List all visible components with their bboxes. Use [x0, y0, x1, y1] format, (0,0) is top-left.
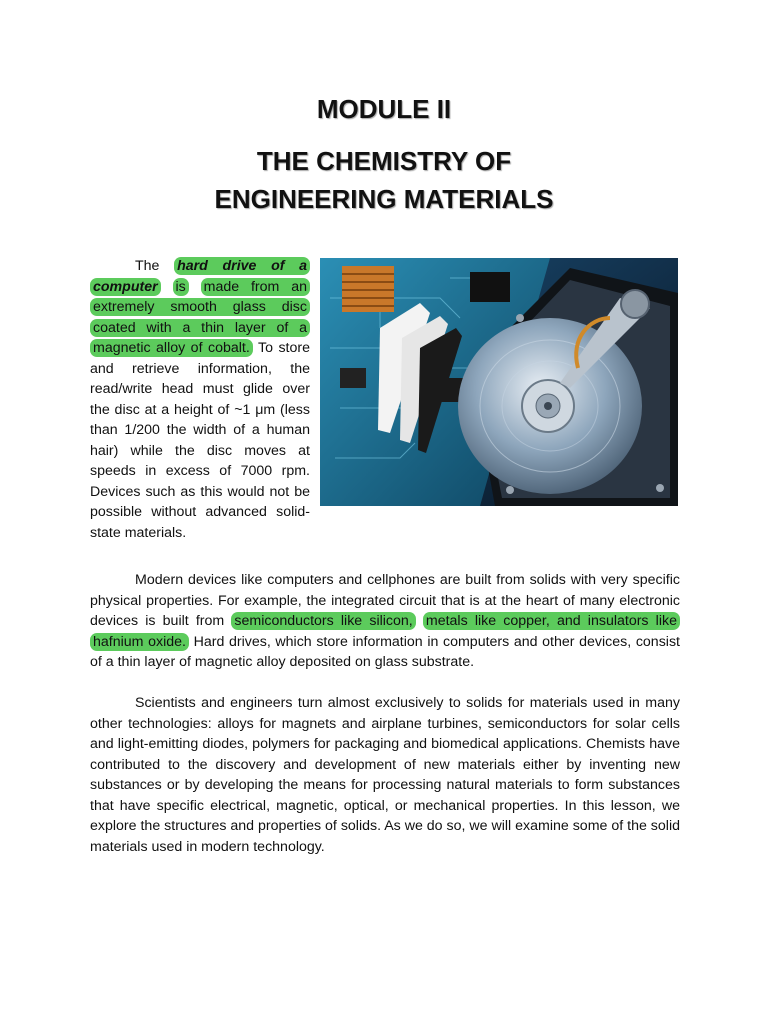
intro-space-2: [189, 279, 201, 295]
intro-text-2: To store and retrieve information, the read/write head must glide over the disc at a height of ~1 μm (less than 1/200 the width of a human hair) while the disc moves at speeds in excess of 7000 rpm. Devices such as this would not be possible without advanced solid-state materials.: [90, 340, 310, 541]
intro-paragraph: [90, 256, 310, 543]
para2-space: [416, 613, 423, 629]
highlight-glass-disc: made from an extremely smooth glass disc coated with a thin layer of a magnetic alloy of cobalt.: [90, 278, 310, 358]
chapter-title-line-1: THE CHEMISTRY OF: [256, 146, 512, 176]
intro-text-1: The: [135, 258, 175, 274]
paragraph-devices: [90, 570, 680, 673]
module-title: MODULE II: [316, 94, 452, 124]
highlight-semiconductors: semiconductors like silicon,: [231, 612, 415, 630]
chapter-title-line-2: ENGINEERING MATERIALS: [214, 184, 554, 214]
hard-drive-photo: [320, 258, 678, 506]
paragraph-scientists: Scientists and engineers turn almost exclusively to solids for materials used in many other technologies: alloys for magnets and airplane turbines, semiconductors for solar cells and light-emitting diodes, polymers for packaging and biomedical applications. Chemists have contributed to the discovery and development of new materials either by inventing new substances or by developing the means for processing natural materials to form substances that have specific electrical, magnetic, optical, or mechanical properties. In this lesson, we explore the structures and properties of solids. As we do so, we will examine some of the solid materials used in modern technology.: [90, 695, 680, 855]
para2-text-2: Hard drives, which store information in computers and other devices, consist of a thin layer of magnetic alloy deposited on glass substrate.: [90, 633, 680, 670]
highlight-metals-insulators: metals like copper, and insulators like hafnium oxide.: [90, 612, 680, 651]
intro-space-1: [161, 279, 173, 295]
highlight-hard-drive: hard drive of a computer: [90, 257, 310, 296]
highlight-is: is: [173, 278, 189, 296]
para2-text-1: Modern devices like computers and cellphones are built from solids with very specific physical properties. For example, the integrated circuit that is at the heart of many electronic devices is built from: [90, 572, 680, 629]
